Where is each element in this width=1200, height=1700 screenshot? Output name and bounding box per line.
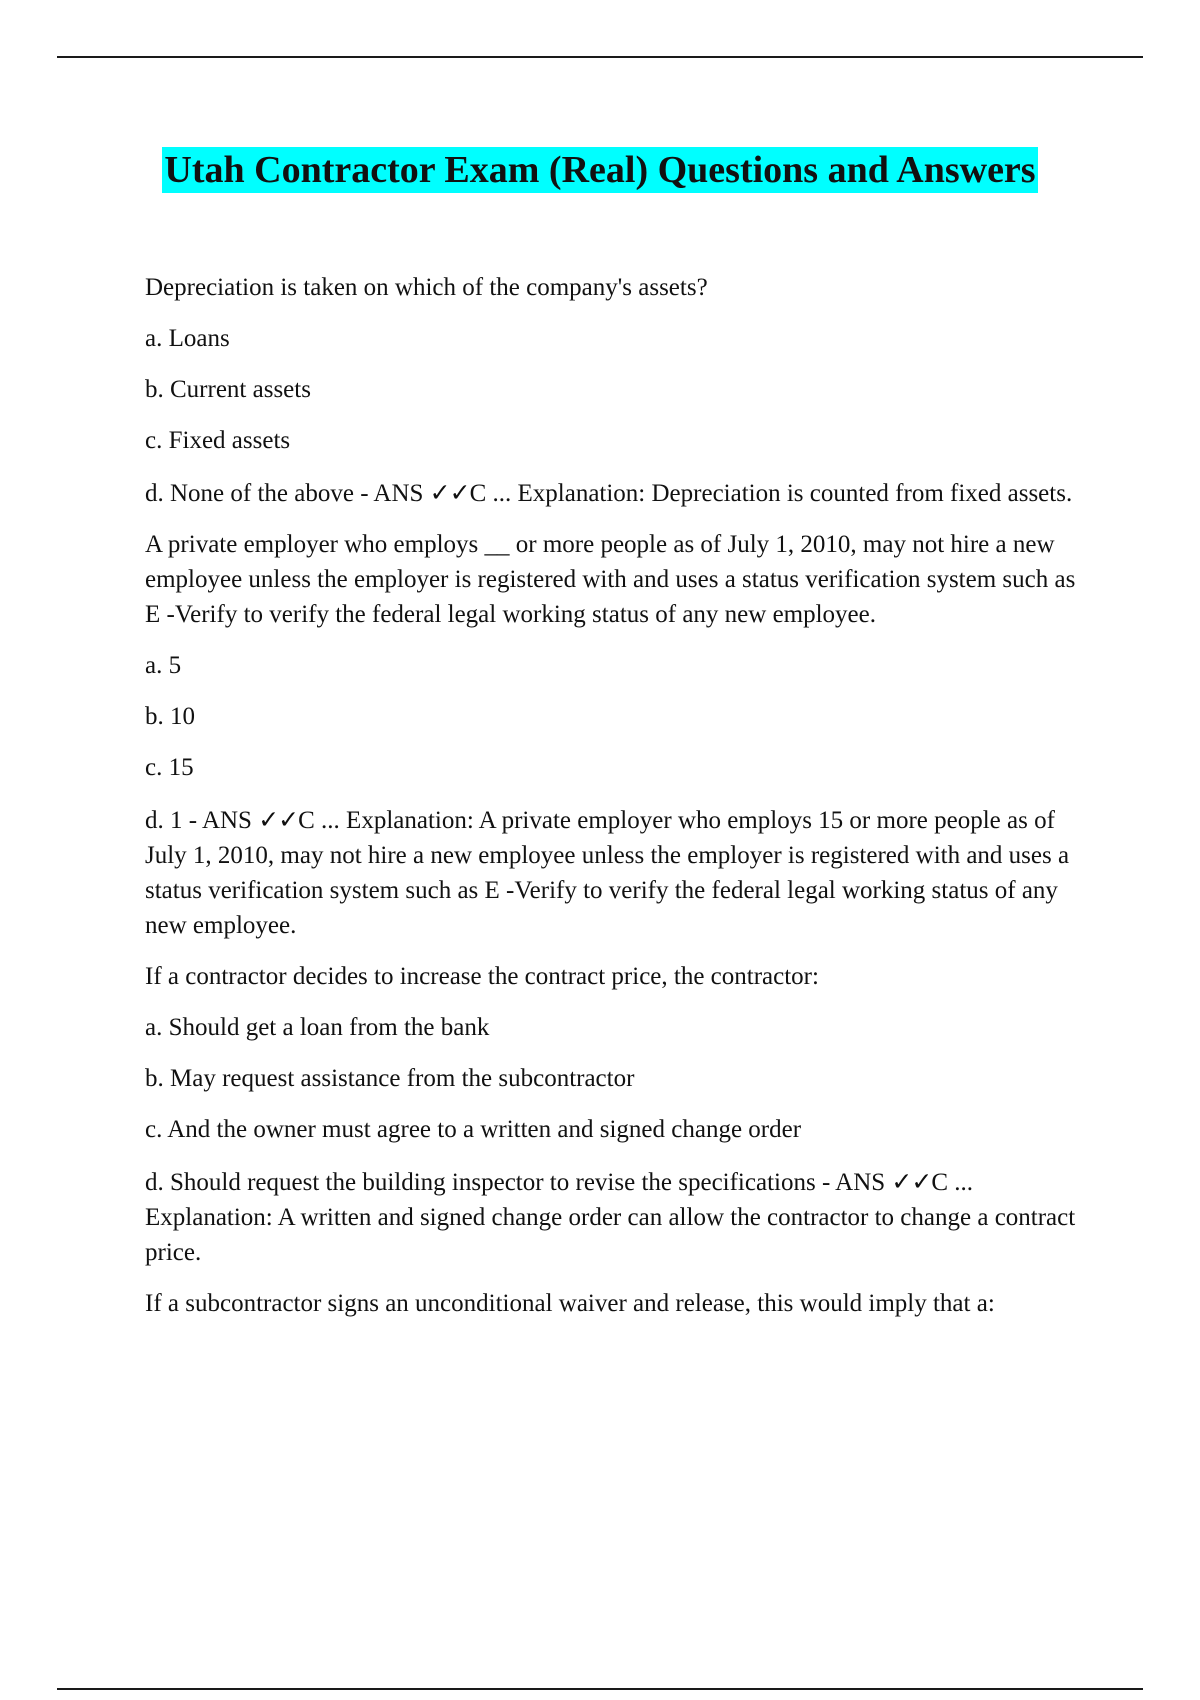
answer-explanation: C ... Explanation: A private employer who employs 15 or more people as of July 1, 2010, may not hire a new employee unless the employer is registered with and uses a status verification system such as E -Verify to verify the federal legal working status of any new employee. <box>145 807 1070 939</box>
question-3-option-d: d. Should request the building inspector to revise the specifications - <box>145 1169 836 1196</box>
question-1-option-a: a. Loans <box>145 325 230 352</box>
document-title: Utah Contractor Exam (Real) Questions and Answers <box>164 149 1036 191</box>
question-3-answer <box>145 1165 1080 1270</box>
question-3-stem: If a contractor decides to increase the contract price, the contractor: <box>145 963 819 990</box>
footer-rule <box>57 1688 1143 1690</box>
question-1-option-d: d. None of the above - <box>145 480 374 507</box>
header-rule <box>57 56 1143 58</box>
question-3-option-a: a. Should get a loan from the bank <box>145 1014 490 1041</box>
question-2-option-d: d. 1 - <box>145 807 202 834</box>
title-container <box>0 147 1200 193</box>
question-2-stem: A private employer who employs __ or more people as of July 1, 2010, may not hire a new employee unless the employer is registered with and uses a status verification system such as E -Verify to verify the federal legal working status of any new employee. <box>145 531 1076 628</box>
double-check-icon: ✓✓ <box>429 480 470 507</box>
answer-label: ANS <box>201 807 252 834</box>
double-check-icon: ✓✓ <box>891 1169 932 1196</box>
question-2-answer <box>145 803 1080 943</box>
question-3-option-c: c. And the owner must agree to a written and signed change order <box>145 1116 802 1143</box>
question-2-option-b: b. 10 <box>145 703 195 730</box>
answer-label: ANS <box>835 1169 886 1196</box>
question-1-answer <box>145 476 1080 511</box>
question-1-option-b: b. Current assets <box>145 376 311 403</box>
answer-explanation: C ... Explanation: A written and signed change order can allow the contractor to change a contract price. <box>145 1169 1076 1266</box>
answer-label: ANS <box>373 480 424 507</box>
double-check-icon: ✓✓ <box>258 807 299 834</box>
question-2-option-a: a. 5 <box>145 652 182 679</box>
document-body <box>145 270 1080 1337</box>
question-1-option-c: c. Fixed assets <box>145 427 291 454</box>
answer-explanation: C ... Explanation: Depreciation is counted from fixed assets. <box>469 480 1073 507</box>
question-2-option-c: c. 15 <box>145 754 194 781</box>
question-1-stem: Depreciation is taken on which of the company's assets? <box>145 274 708 301</box>
question-4-stem: If a subcontractor signs an unconditional waiver and release, this would imply that a: <box>145 1290 995 1317</box>
question-3-option-b: b. May request assistance from the subcontractor <box>145 1065 635 1092</box>
